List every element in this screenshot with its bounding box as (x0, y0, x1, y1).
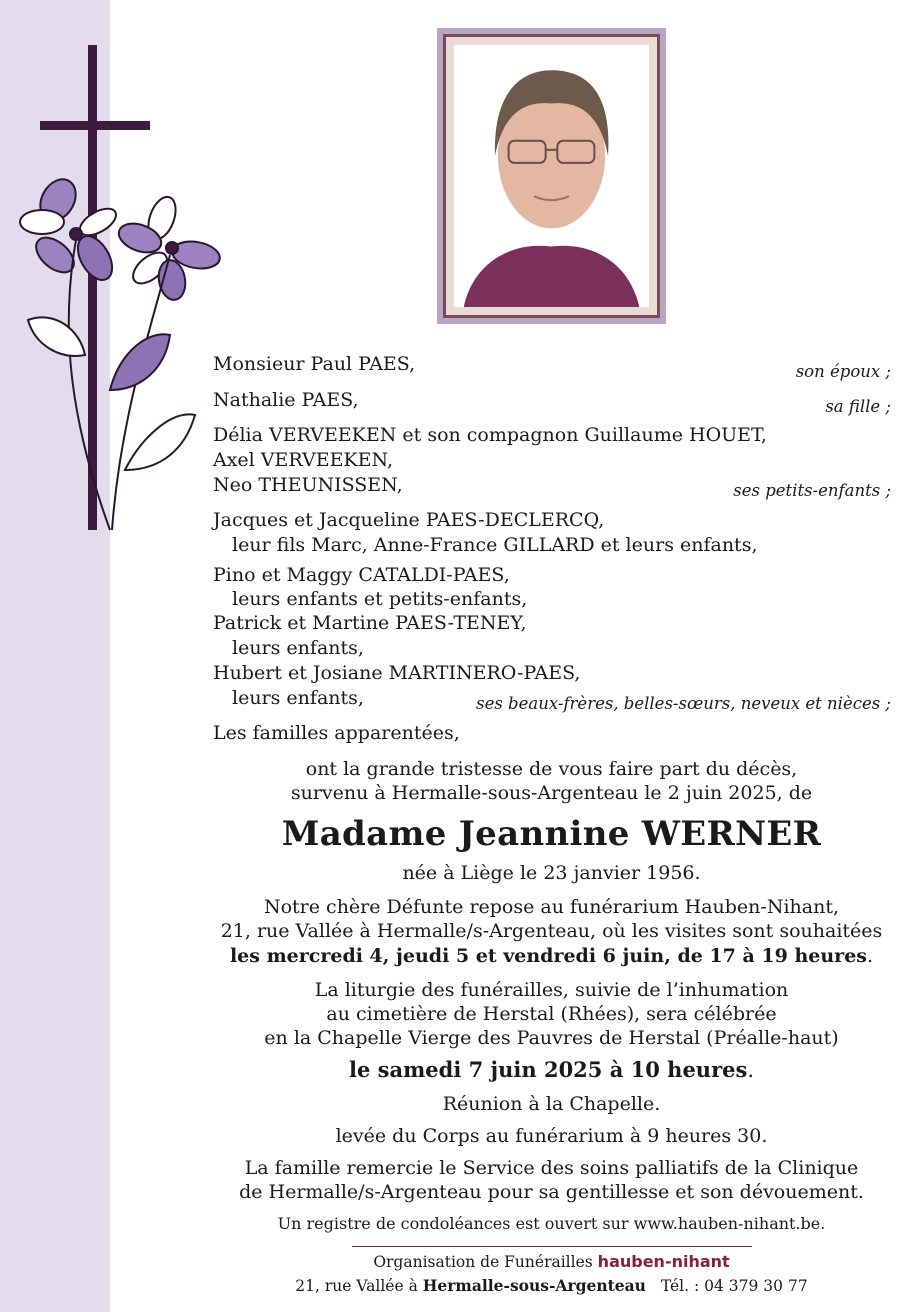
birth-info: née à Liège le 23 janvier 1956. (402, 862, 701, 884)
family-line: Axel VERVEEKEN, (213, 449, 393, 471)
family-line: Patrick et Martine PAES-TENEY, (213, 612, 527, 634)
family-line: Hubert et Josiane MARTINERO-PAES, (213, 662, 581, 684)
flower-left-icon (20, 173, 120, 286)
relation-inlaws: ses beaux-frères, belles-sœurs, neveux et nièces ; (476, 694, 891, 713)
portrait-frame (437, 28, 666, 324)
liturgy-line: en la Chapelle Vierge des Pauvres de Herstal (Préalle-haut) (264, 1027, 839, 1049)
family-line: leur fils Marc, Anne-France GILLARD et leurs enfants, (232, 534, 758, 556)
family-line: Délia VERVEEKEN et son compagnon Guillaume HOUET, (213, 424, 767, 446)
announcement-line: ont la grande tristesse de vous faire part du décès, (305, 758, 798, 780)
period: . (747, 1058, 755, 1082)
footer-address (213, 1276, 890, 1295)
levee-info: levée du Corps au funérarium à 9 heures 30. (335, 1125, 768, 1147)
visit-line: 21, rue Vallée à Hermalle/s-Argenteau, où les visites sont souhaitées (220, 920, 883, 942)
thanks-line: de Hermalle/s-Argenteau pour sa gentillesse et son dévouement. (239, 1181, 864, 1203)
deceased-name: Madame Jeannine WERNER (281, 814, 822, 854)
thanks-line: La famille remercie le Service des soins palliatifs de la Clinique (244, 1157, 859, 1179)
footer-address-prefix: 21, rue Vallée à (295, 1277, 418, 1295)
relation-daughter: sa fille ; (825, 397, 891, 416)
brand-logo: hauben-nihant (597, 1252, 730, 1271)
family-line: Monsieur Paul PAES, (213, 353, 416, 375)
family-line: Les familles apparentées, (213, 722, 460, 744)
cross-flower-illustration (0, 0, 240, 560)
family-line: leurs enfants, (232, 637, 364, 659)
portrait-photo (454, 45, 649, 307)
period: . (866, 945, 874, 967)
announcement-line: survenu à Hermalle-sous-Argenteau le 2 juin 2025, de (290, 782, 813, 804)
footer-organisation (213, 1252, 890, 1271)
visit-dates-text: les mercredi 4, jeudi 5 et vendredi 6 juin, de 17 à 19 heures (229, 945, 867, 967)
visit-dates (213, 944, 890, 968)
family-line: Pino et Maggy CATALDI-PAES, (213, 564, 510, 586)
funeral-date (213, 1057, 890, 1083)
footer-address-town: Hermalle-sous-Argenteau (422, 1276, 646, 1295)
family-line: leurs enfants et petits-enfants, (232, 588, 528, 610)
family-line: Jacques et Jacqueline PAES-DECLERCQ, (213, 509, 605, 531)
liturgy-line: La liturgie des funérailles, suivie de l’inhumation (314, 979, 789, 1001)
liturgy-line: au cimetière de Herstal (Rhées), sera célébrée (326, 1003, 777, 1025)
meeting-info: Réunion à la Chapelle. (442, 1093, 661, 1115)
visit-line: Notre chère Défunte repose au funérarium Hauben-Nihant, (263, 896, 839, 918)
footer-phone: Tél. : 04 379 30 77 (660, 1277, 808, 1295)
family-line: leurs enfants, (232, 687, 364, 709)
condolence-register: Un registre de condoléances est ouvert sur www.hauben-nihant.be. (277, 1214, 826, 1233)
footer-org-label: Organisation de Funérailles (373, 1253, 593, 1271)
footer-divider (352, 1246, 752, 1247)
flower-right-icon (115, 193, 222, 302)
family-line: Nathalie PAES, (213, 389, 359, 411)
relation-grandchildren: ses petits-enfants ; (733, 481, 891, 500)
relation-spouse: son époux ; (795, 362, 891, 381)
family-line: Neo THEUNISSEN, (213, 474, 403, 496)
funeral-date-text: le samedi 7 juin 2025 à 10 heures (348, 1057, 748, 1082)
